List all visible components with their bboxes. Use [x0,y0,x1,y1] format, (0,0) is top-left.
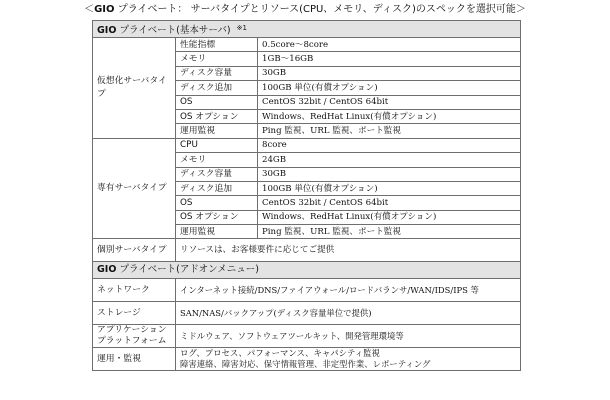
addon-value: インターネット接続/DNS/ファイアウォール/ロードバランサ/WAN/IDS/IPS 等 [176,279,521,302]
table-row [93,138,521,152]
section-header-addon [93,262,521,279]
row-label: 性能指標 [176,38,258,52]
row-value: Windows、RedHat Linux(有償オプション) [258,109,521,123]
caption-text: プライベート： サーバタイプとリソース(CPU、メモリ、ディスク)のスペックを選択可能＞ [114,4,526,15]
addon-label [93,325,176,348]
table-row [93,38,521,52]
row-value: 24GB [258,153,521,167]
row-label: ディスク追加 [176,81,258,95]
addon-value: ミドルウェア、ソフトウェアツールキット、開発管理環境等 [176,325,521,348]
group-label-individual: 個別サーバタイプ [93,239,176,262]
row-value: 0.5core～8core [258,38,521,52]
row-value: 8core [258,138,521,152]
group-label-dedicated: 専有サーバタイプ [93,138,176,239]
row-label: ディスク容量 [176,66,258,80]
row-label: ディスク容量 [176,167,258,181]
row-value: CentOS 32bit / CentOS 64bit [258,95,521,109]
row-label: 運用監視 [176,225,258,239]
table-caption [0,3,610,16]
addon-value: SAN/NAS/バックアップ(ディスク容量単位で提供) [176,302,521,325]
addon-value-line-2: 障害連絡、障害対応、保守情報管理、非定型作業、レポーティング [180,359,431,370]
row-value: 100GB 単位(有償オプション) [258,81,521,95]
row-label: 運用監視 [176,124,258,138]
addon-label: 運用・監視 [93,348,176,371]
row-value: 100GB 単位(有償オプション) [258,181,521,195]
row-value: 1GB～16GB [258,52,521,66]
row-label: メモリ [176,52,258,66]
section-title-base [93,21,521,38]
table-row [93,302,521,325]
row-label: OS [176,95,258,109]
row-label: CPU [176,138,258,152]
caption-prefix: ＜ [84,4,95,15]
section-title-addon [93,262,521,279]
row-label: OS オプション [176,109,258,123]
section-title-addon-text: プライベート(アドオンメニュー) [116,264,259,276]
table-row [93,239,521,262]
group-label-virtual: 仮想化サーバタイプ [93,38,176,139]
addon-label-line-2: プラットフォーム [97,336,167,347]
section-header-base [93,21,521,38]
section-title-addon-bold: GIO [97,264,117,276]
table-row [93,348,521,371]
row-value: リソースは、お客様要件に応じてご提供 [176,239,521,262]
row-value: Windows、RedHat Linux(有償オプション) [258,210,521,224]
row-value: 30GB [258,66,521,80]
section-title-base-text: プライベート(基本サーバ) [116,24,231,36]
row-value: Ping 監視、URL 監視、ポート監視 [258,225,521,239]
caption-bold: GIO [94,4,115,15]
row-label: OS オプション [176,210,258,224]
addon-value-line-1: ログ、プロセス、パフォーマンス、キャパシティ監視 [180,348,380,359]
addon-label-line-1: アプリケーション [97,325,167,336]
addon-label: ネットワーク [93,279,176,302]
row-value: 30GB [258,167,521,181]
section-title-base-bold: GIO [97,24,117,36]
row-label: OS [176,196,258,210]
table-row [93,325,521,348]
addon-label: ストレージ [93,302,176,325]
row-value: CentOS 32bit / CentOS 64bit [258,196,521,210]
row-label: メモリ [176,153,258,167]
spec-table [92,20,521,371]
addon-value [176,348,521,371]
row-value: Ping 監視、URL 監視、ポート監視 [258,124,521,138]
row-label: ディスク追加 [176,181,258,195]
section-note: ※1 [236,23,247,32]
table-row [93,279,521,302]
